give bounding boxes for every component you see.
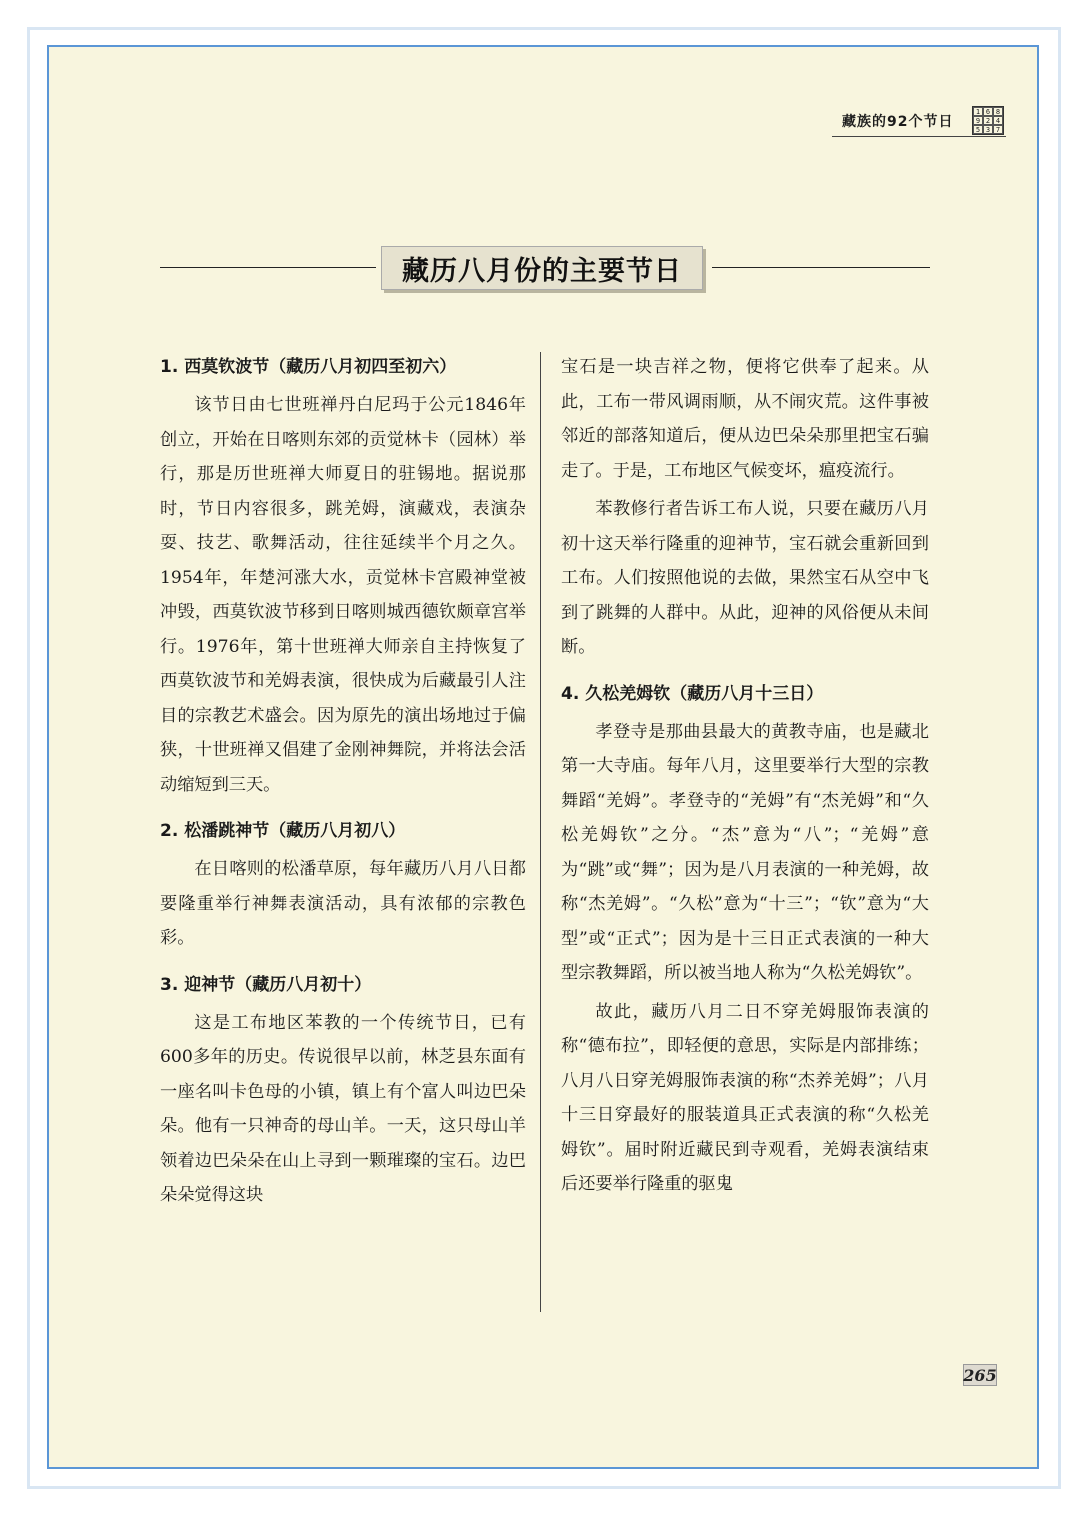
- title-rule-right: [712, 267, 930, 268]
- chapter-title: 藏历八月份的主要节日: [381, 246, 703, 290]
- badge-digit: 3: [983, 125, 993, 134]
- section-4-paragraph: 孝登寺是那曲县最大的黄教寺庙，也是藏北第一大寺庙。每年八月，这里要举行大型的宗教舞蹈“羌姆”。孝登寺的“羌姆”有“杰羌姆”和“久松羌姆钦”之分。“杰”意为“八”；“羌姆”意为“跳”或“舞”；因为是八月表演的一种羌姆，故称“杰羌姆”。“久松”意为“十三”；“钦”意为“大型”或“正式”；因为是十三日正式表演的一种大型宗教舞蹈，所以被当地人称为“久松羌姆钦”。: [561, 721, 929, 983]
- left-column: [160, 350, 526, 1213]
- badge-digit: 2: [983, 116, 993, 125]
- running-header: 藏族的92个节日: [842, 114, 954, 130]
- header-rule: [832, 136, 1006, 137]
- badge-digit: 6: [983, 107, 993, 116]
- section-3-paragraph-continued: 宝石是一块吉祥之物，便将它供奉了起来。从此，工布一带风调雨顺，从不闹灾荒。这件事被邻近的部落知道后，便从边巴朵朵那里把宝石骗走了。于是，工布地区气候变坏，瘟疫流行。: [561, 357, 929, 481]
- badge-digit: 7: [993, 125, 1003, 134]
- section-title-1: 1. 西莫钦波节（藏历八月初四至初六）: [160, 357, 457, 377]
- section-title-3: 3. 迎神节（藏历八月初十）: [160, 974, 372, 995]
- badge-digit: 9: [973, 116, 983, 125]
- section-title-2: 2. 松潘跳神节（藏历八月初八）: [160, 821, 406, 841]
- title-rule-left: [160, 267, 376, 268]
- right-column: [561, 350, 929, 1202]
- section-4-paragraph-2: 故此，藏历八月二日不穿羌姆服饰表演的称“德布拉”，即轻便的意思，实际是内部排练；八月八日穿羌姆服饰表演的称“杰养羌姆”；八月十三日穿最好的服装道具正式表演的称“久松羌姆钦”。届时附近藏民到寺观看，羌姆表演结束后还要举行隆重的驱鬼: [561, 1001, 929, 1194]
- badge-digit: 5: [973, 125, 983, 134]
- column-divider: [540, 352, 541, 1312]
- badge-digit: 1: [973, 107, 983, 116]
- badge-digit: 4: [993, 116, 1003, 125]
- section-3-paragraph: 这是工布地区苯教的一个传统节日，已有600多年的历史。传说很早以前，林芝县东面有一座名叫卡色母的小镇，镇上有个富人叫边巴朵朵。他有一只神奇的母山羊。一天，这只母山羊领着边巴朵朵在山上寻到一颗璀璨的宝石。边巴朵朵觉得这块: [160, 1012, 526, 1205]
- badge-digit: 8: [993, 107, 1003, 116]
- page-number: 265: [963, 1365, 997, 1385]
- section-2-paragraph: 在日喀则的松潘草原，每年藏历八月八日都要隆重举行神舞表演活动，具有浓郁的宗教色彩。: [160, 859, 526, 948]
- section-1-paragraph: 该节日由七世班禅丹白尼玛于公元1846年创立，开始在日喀则东郊的贡觉林卡（园林）举行，那是历世班禅大师夏日的驻锡地。据说那时，节日内容很多，跳羌姆，演藏戏，表演杂耍、技艺、歌舞活动，往往延续半个月之久。1954年，年楚河涨大水，贡觉林卡宫殿神堂被冲毁，西莫钦波节移到日喀则城西德钦颇章宫举行。1976年，第十世班禅大师亲自主持恢复了西莫钦波节和羌姆表演，很快成为后藏最引人注目的宗教艺术盛会。因为原先的演出场地过于偏狭，十世班禅又倡建了金刚神舞院，并将法会活动缩短到三天。: [160, 395, 526, 795]
- section-title-4: 4. 久松羌姆钦（藏历八月十三日）: [561, 683, 824, 704]
- section-3-paragraph-2: 苯教修行者告诉工布人说，只要在藏历八月初十这天举行隆重的迎神节，宝石就会重新回到工布。人们按照他说的去做，果然宝石从空中飞到了跳舞的人群中。从此，迎神的风俗便从未间断。: [561, 499, 929, 657]
- header-digit-badge: [972, 106, 1004, 135]
